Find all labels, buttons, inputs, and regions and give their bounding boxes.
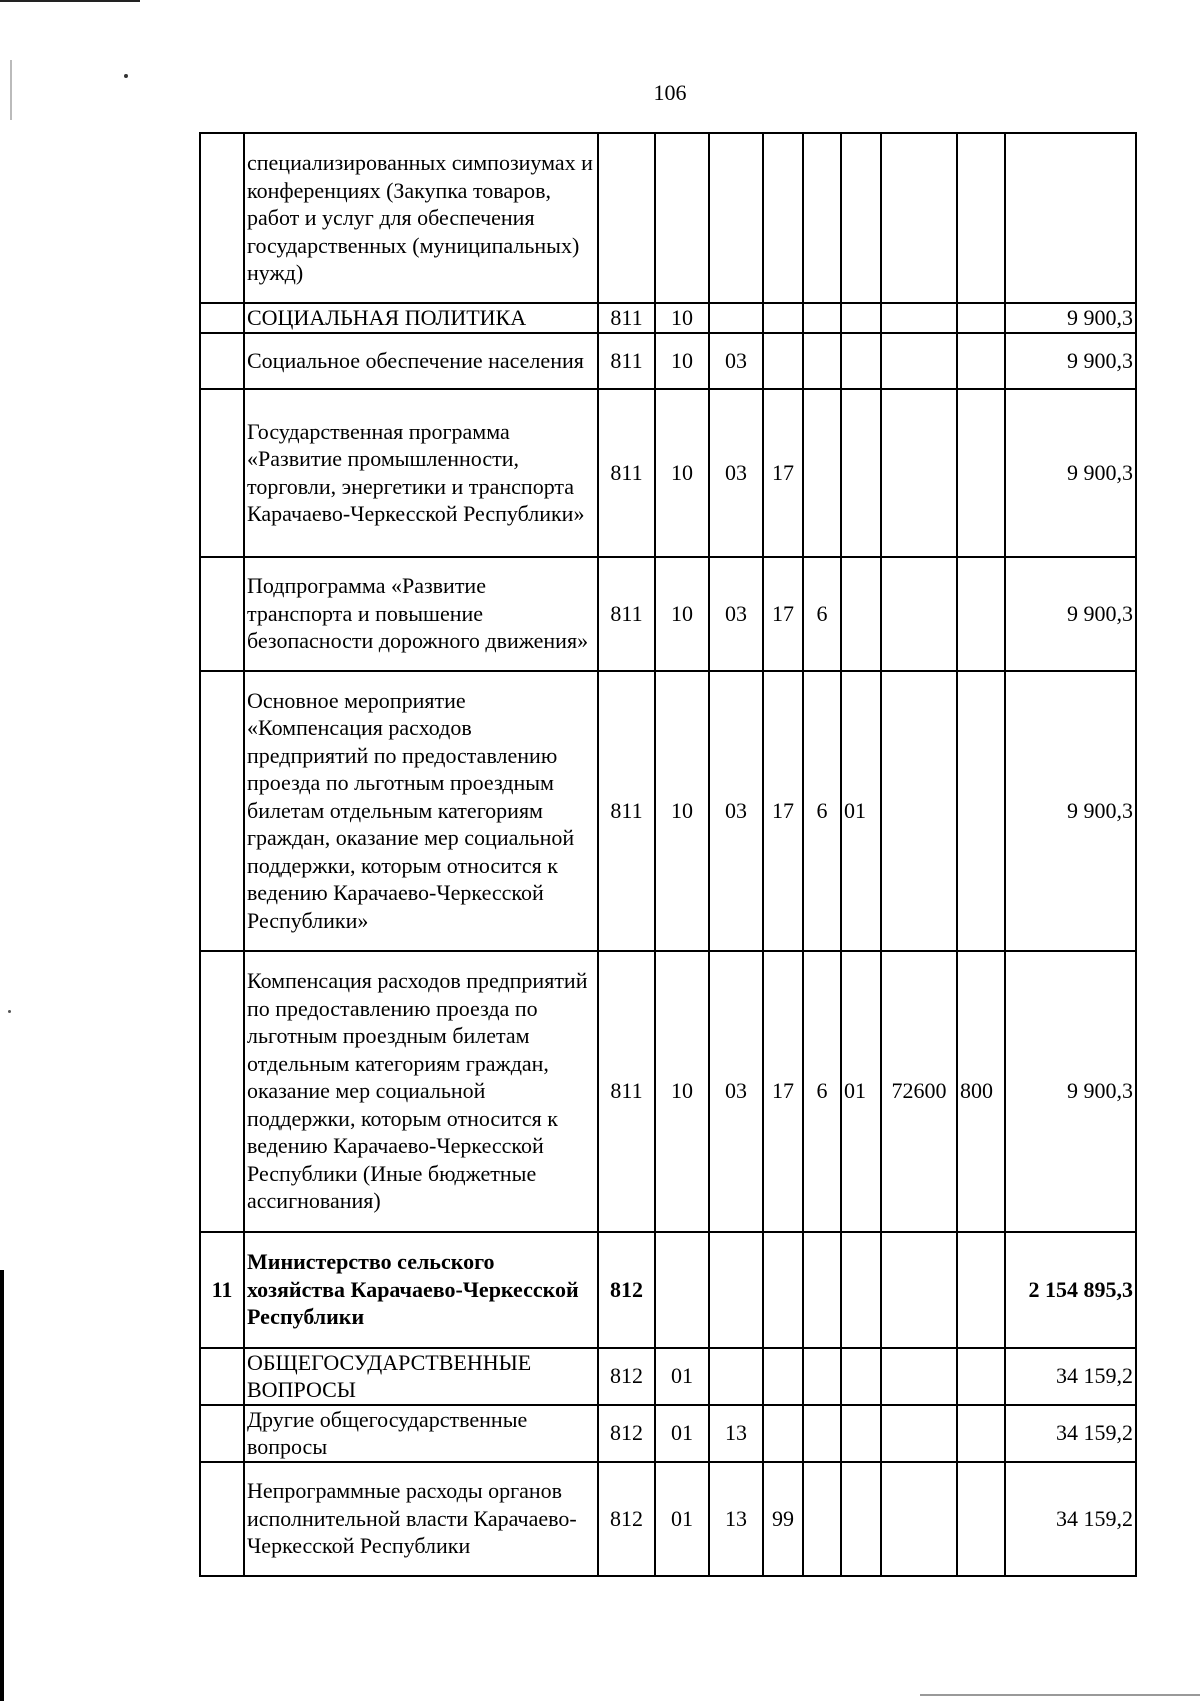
code-expense-type [957,333,1005,389]
row-sum: 9 900,3 [1005,389,1136,557]
table-row [200,133,1136,303]
code-program [763,303,803,333]
code-program [763,1348,803,1405]
code-program [763,333,803,389]
code-main-activity: 01 [841,951,881,1232]
row-sum: 9 900,3 [1005,303,1136,333]
table-row [200,671,1136,951]
code-main-activity [841,303,881,333]
row-sum: 2 154 895,3 [1005,1232,1136,1348]
code-subprogram: 6 [803,671,841,951]
code-subsection [709,1232,763,1348]
code-ministry: 811 [598,389,655,557]
code-program: 17 [763,557,803,671]
budget-table [199,132,1137,1577]
table-row [200,1462,1136,1576]
page-number: 106 [653,80,687,105]
code-main-activity [841,1232,881,1348]
code-main-activity [841,133,881,303]
code-ministry: 811 [598,303,655,333]
code-ministry [598,133,655,303]
code-section: 10 [655,557,709,671]
row-number [200,389,244,557]
row-name: Социальное обеспечение населения [244,333,598,389]
code-ministry: 811 [598,333,655,389]
code-direction [881,389,957,557]
row-name: СОЦИАЛЬНАЯ ПОЛИТИКА [244,303,598,333]
code-main-activity [841,389,881,557]
code-direction [881,557,957,671]
row-number [200,1462,244,1576]
code-expense-type [957,133,1005,303]
code-program [763,1232,803,1348]
code-expense-type [957,1462,1005,1576]
row-number [200,951,244,1232]
table-row [200,389,1136,557]
row-name: Министерство сельского хозяйства Карачаево-Черкесской Республики [244,1232,598,1348]
row-name: Компенсация расходов предприятий по предоставлению проезда по льготным проездным билетам отдельным категориям граждан, оказание мер социальной поддержки, которым относится к ведению Карачаево-Черкесской Республики (Иные бюджетные ассигнования) [244,951,598,1232]
code-subprogram [803,303,841,333]
row-number [200,333,244,389]
table-row [200,557,1136,671]
code-subprogram [803,1232,841,1348]
table-row [200,303,1136,333]
code-main-activity [841,557,881,671]
code-main-activity: 01 [841,671,881,951]
code-subsection: 13 [709,1405,763,1462]
code-subprogram: 6 [803,557,841,671]
code-section: 01 [655,1462,709,1576]
code-section: 01 [655,1348,709,1405]
table-row [200,1405,1136,1462]
code-main-activity [841,333,881,389]
row-name: Подпрограмма «Развитие транспорта и повышение безопасности дорожного движения» [244,557,598,671]
code-expense-type [957,389,1005,557]
row-sum: 9 900,3 [1005,333,1136,389]
scan-artifact-bottom-line [920,1694,1200,1696]
scan-artifact-dot [124,74,128,78]
code-ministry: 811 [598,671,655,951]
code-ministry: 811 [598,557,655,671]
code-subsection [709,133,763,303]
code-program [763,133,803,303]
code-subprogram [803,389,841,557]
row-sum: 34 159,2 [1005,1348,1136,1405]
code-subsection [709,303,763,333]
row-sum [1005,133,1136,303]
code-subsection: 13 [709,1462,763,1576]
code-section: 01 [655,1405,709,1462]
row-number [200,557,244,671]
code-direction [881,671,957,951]
code-expense-type [957,557,1005,671]
code-subsection: 03 [709,333,763,389]
code-direction [881,1405,957,1462]
code-direction [881,333,957,389]
table-row [200,333,1136,389]
code-subprogram [803,1462,841,1576]
table-row [200,1348,1136,1405]
code-section: 10 [655,303,709,333]
code-direction: 72600 [881,951,957,1232]
row-name: Непрограммные расходы органов исполнительной власти Карачаево-Черкесской Республики [244,1462,598,1576]
code-section: 10 [655,671,709,951]
row-number [200,671,244,951]
code-section: 10 [655,951,709,1232]
row-number [200,303,244,333]
code-subsection: 03 [709,671,763,951]
code-ministry: 812 [598,1405,655,1462]
code-main-activity [841,1462,881,1576]
code-ministry: 812 [598,1348,655,1405]
code-subsection: 03 [709,951,763,1232]
row-sum: 34 159,2 [1005,1462,1136,1576]
code-subprogram [803,1348,841,1405]
table-row [200,951,1136,1232]
code-section [655,1232,709,1348]
row-name: Основное мероприятие «Компенсация расходов предприятий по предоставлению проезда по льготным проездным билетам отдельным категориям граждан, оказание мер социальной поддержки, которым относится к ведению Карачаево-Черкесской Республики» [244,671,598,951]
row-number: 11 [200,1232,244,1348]
row-name: Другие общегосударственные вопросы [244,1405,598,1462]
code-expense-type [957,671,1005,951]
code-ministry: 811 [598,951,655,1232]
code-main-activity [841,1348,881,1405]
code-ministry: 812 [598,1232,655,1348]
code-direction [881,1232,957,1348]
row-sum: 9 900,3 [1005,557,1136,671]
scan-artifact-dot [8,1010,11,1013]
code-subprogram [803,133,841,303]
code-direction [881,303,957,333]
code-subsection: 03 [709,557,763,671]
code-section: 10 [655,333,709,389]
code-expense-type [957,303,1005,333]
row-name: ОБЩЕГОСУДАРСТВЕННЫЕ ВОПРОСЫ [244,1348,598,1405]
scan-artifact-top-line [0,0,140,2]
code-expense-type: 800 [957,951,1005,1232]
code-program: 17 [763,951,803,1232]
code-direction [881,1462,957,1576]
code-subprogram [803,333,841,389]
code-section: 10 [655,389,709,557]
code-direction [881,133,957,303]
code-program: 99 [763,1462,803,1576]
code-subsection: 03 [709,389,763,557]
row-number [200,1348,244,1405]
row-sum: 34 159,2 [1005,1405,1136,1462]
code-expense-type [957,1348,1005,1405]
row-sum: 9 900,3 [1005,951,1136,1232]
row-number [200,1405,244,1462]
code-subprogram [803,1405,841,1462]
code-expense-type [957,1232,1005,1348]
scan-artifact-left-edge [0,1270,4,1701]
table-row [200,1232,1136,1348]
row-name: специализированных симпозиумах и конференциях (Закупка товаров, работ и услуг для обеспечения государственных (муниципальных) нужд) [244,133,598,303]
code-expense-type [957,1405,1005,1462]
code-subprogram: 6 [803,951,841,1232]
code-ministry: 812 [598,1462,655,1576]
code-program: 17 [763,671,803,951]
code-program: 17 [763,389,803,557]
code-program [763,1405,803,1462]
row-sum: 9 900,3 [1005,671,1136,951]
code-main-activity [841,1405,881,1462]
code-subsection [709,1348,763,1405]
code-direction [881,1348,957,1405]
code-section [655,133,709,303]
row-name: Государственная программа «Развитие промышленности, торговли, энергетики и транспорта Карачаево-Черкесской Республики» [244,389,598,557]
row-number [200,133,244,303]
